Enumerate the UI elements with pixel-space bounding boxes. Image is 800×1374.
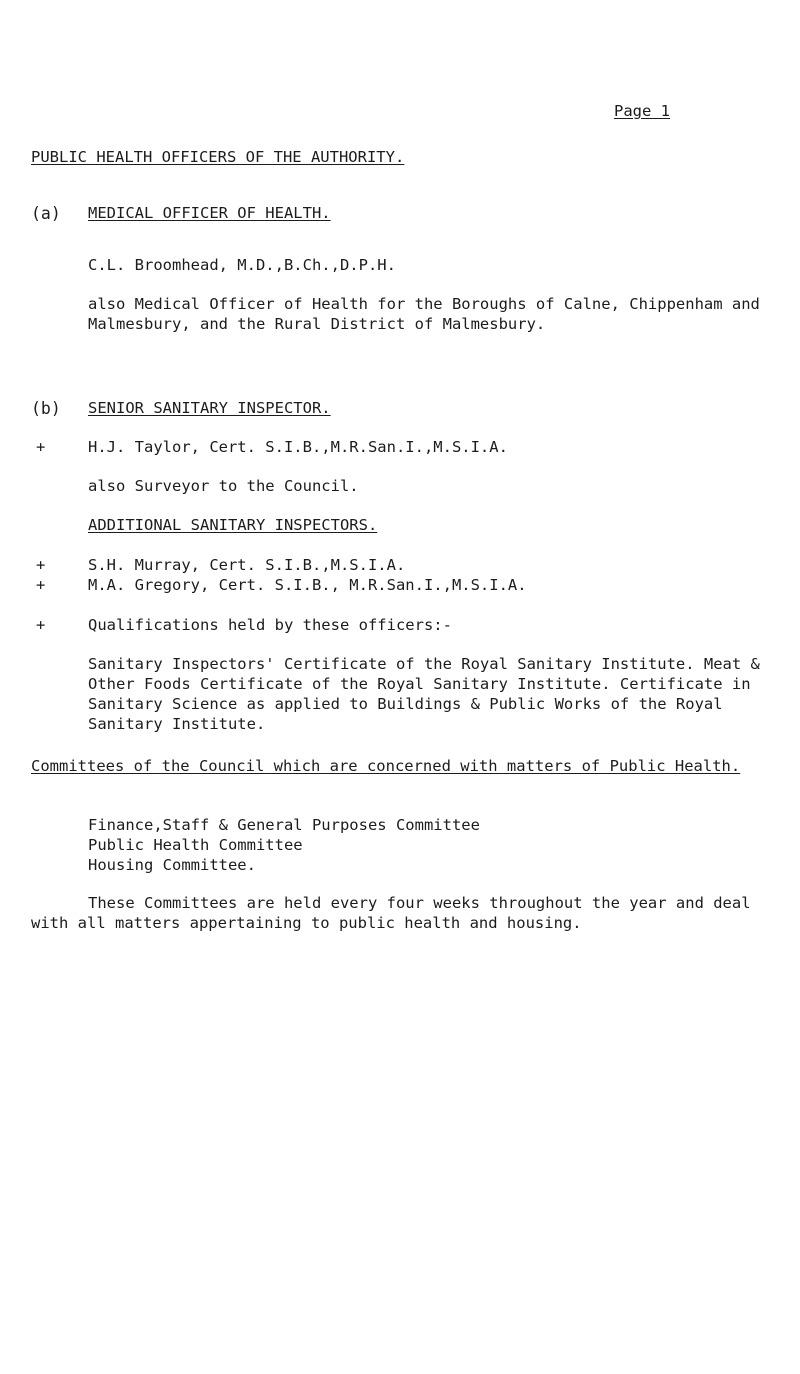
committee-item: Finance,Staff & General Purposes Committee bbox=[88, 816, 480, 834]
committees-heading: Committees of the Council which are concerned with matters of Public Health. bbox=[31, 757, 741, 775]
additional-inspector-name: S.H. Murray, Cert. S.I.B.,M.S.I.A. bbox=[88, 556, 406, 574]
committee-item: Public Health Committee bbox=[88, 836, 303, 854]
committees-note: These Committees are held every four weeks throughout the year and deal with all matters appertaining to public health and housing. bbox=[31, 894, 751, 933]
page-number: Page 1 bbox=[614, 102, 670, 120]
medical-officer-name: C.L. Broomhead, M.D.,B.Ch.,D.P.H. bbox=[88, 256, 396, 274]
qualifications-heading: Qualifications held by these officers:- bbox=[88, 616, 452, 634]
senior-inspector-note: also Surveyor to the Council. bbox=[88, 477, 359, 495]
qualification-marker: + bbox=[36, 616, 46, 634]
medical-officer-note: also Medical Officer of Health for the Boroughs of Calne, Chippenham and Malmesbury, and the Rural District of Malmesbury. bbox=[88, 295, 760, 334]
additional-inspectors-heading: ADDITIONAL SANITARY INSPECTORS. bbox=[88, 516, 378, 534]
section-b-label: (b) bbox=[31, 399, 61, 418]
section-b-heading: SENIOR SANITARY INSPECTOR. bbox=[88, 399, 331, 417]
additional-inspector-name: M.A. Gregory, Cert. S.I.B., M.R.San.I.,M.S.I.A. bbox=[88, 576, 527, 594]
committee-item: Housing Committee. bbox=[88, 856, 256, 874]
section-a-label: (a) bbox=[31, 204, 61, 223]
senior-inspector-name: H.J. Taylor, Cert. S.I.B.,M.R.San.I.,M.S.I.A. bbox=[88, 438, 508, 456]
page-title: PUBLIC HEALTH OFFICERS OF THE AUTHORITY. bbox=[31, 148, 405, 166]
qualification-marker: + bbox=[36, 438, 46, 456]
qualification-marker: + bbox=[36, 556, 46, 574]
qualifications-text: Sanitary Inspectors' Certificate of the Royal Sanitary Institute. Meat & Other Foods Certificate of the Royal Sanitary Institute. Certificate in Sanitary Science as applied to Buildings & Public Works of the Royal Sanitary Institute. bbox=[88, 655, 760, 734]
section-a-heading: MEDICAL OFFICER OF HEALTH. bbox=[88, 204, 331, 222]
qualification-marker: + bbox=[36, 576, 46, 594]
